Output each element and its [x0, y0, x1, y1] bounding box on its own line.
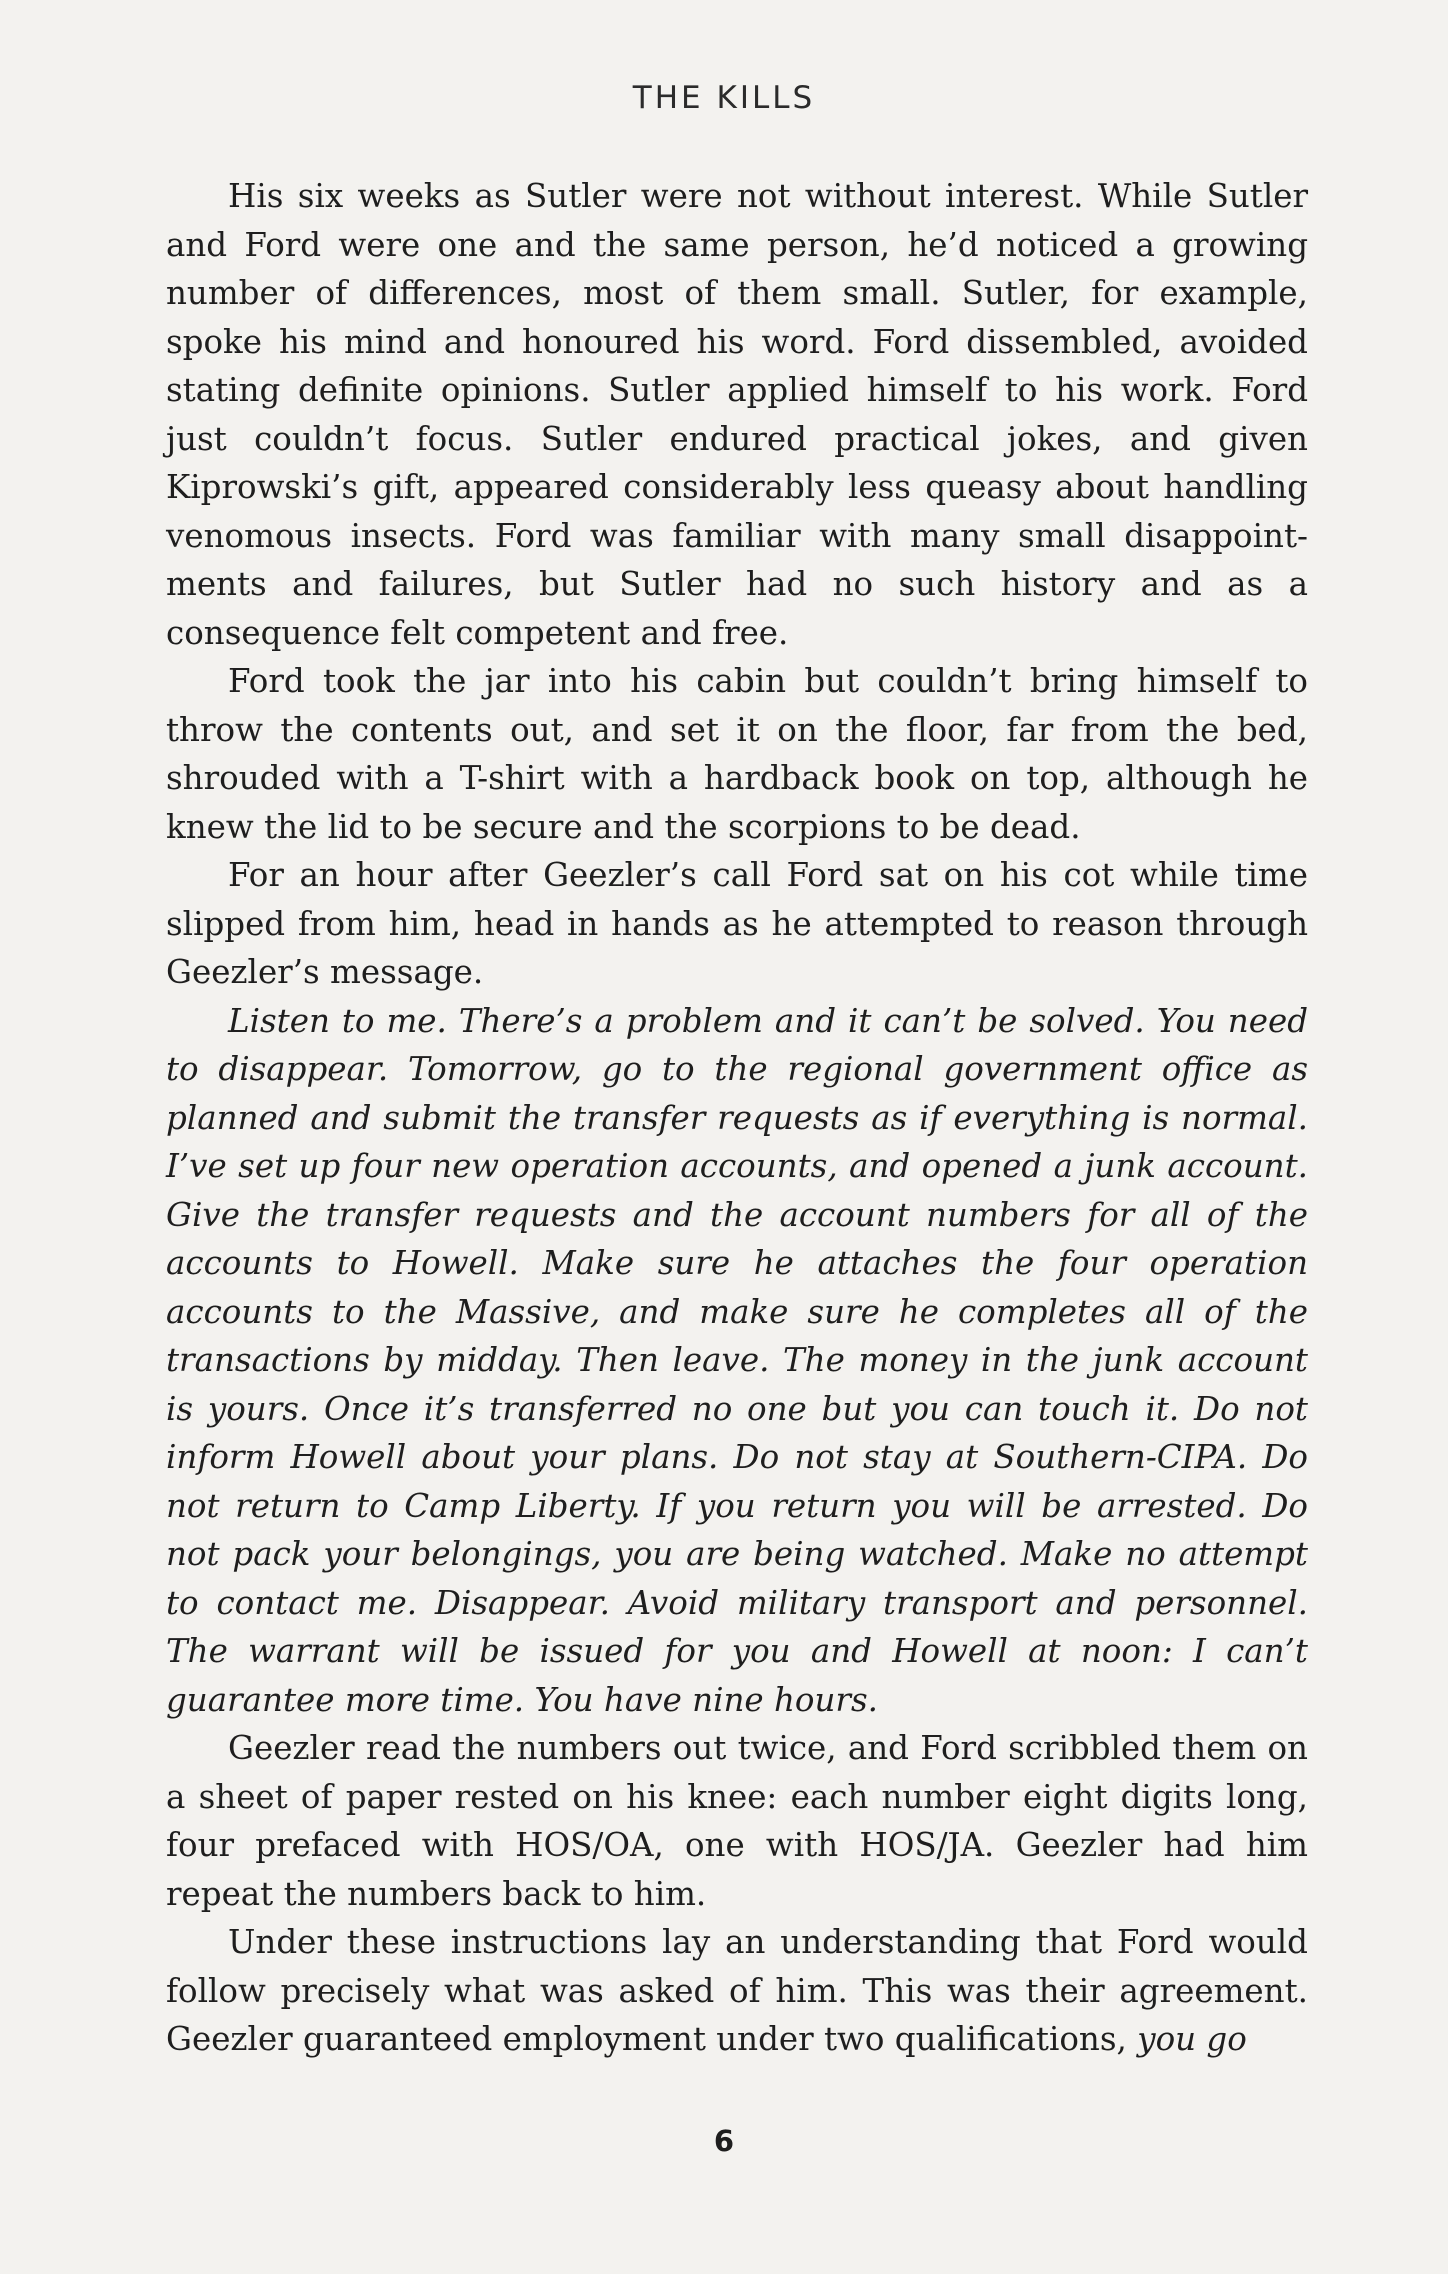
paragraph-4-quoted-message: Listen to me. There’s a problem and it can’t be solved. You need to disappear. Tomorrow, go to the regional government office as planned and submit the transfer requests as if everything is normal. I’ve set up four new operation accounts, and opened a junk account. Give the transfer requests and the account numbers for all of the accounts to Howell. Make sure he attaches the four operation accounts to the Massive, and make sure he completes all of the transactions by midday. Then leave. The money in the junk account is yours. Once it’s transferred no one but you can touch it. Do not inform Howell about your plans. Do not stay at Southern-CIPA. Do not return to Camp Liberty. If you return you will be arrested. Do not pack your belongings, you are being watched. Make no attempt to contact me. Disappear. Avoid military transport and personnel. The warrant will be issued for you and Howell at noon: I can’t guarantee more time. You have nine hours.	[166, 1001, 1308, 1719]
paragraph-1: His six weeks as Sutler were not without interest. While Sutler and Ford were one and the same person, he’d noticed a growing number of differences, most of them small. Sutler, for example, spoke his mind and honoured his word. Ford dissembled, avoided stating definite opinions. Sutler applied himself to his work. Ford just couldn’t focus. Sutler endured practical jokes, and given Kiprowski’s gift, appeared considerably less queasy about handling venomous insects. Ford was familiar with many small disappointments and failures, but Sutler had no such history and as a consequence felt competent and free.	[166, 177, 1308, 652]
paragraph-6-italic-tail: you go	[1137, 2020, 1247, 2058]
running-head: THE KILLS	[632, 80, 816, 116]
paragraph-6	[166, 1918, 1308, 2064]
paragraph-3: For an hour after Geezler’s call Ford sat on his cot while time slipped from him, head in hands as he attempted to reason through Geezler’s message.	[166, 856, 1308, 991]
paragraph-5: Geezler read the numbers out twice, and Ford scribbled them on a sheet of paper rested on his knee: each number eight digits long, four prefaced with HOS/OA, one with HOS/JA. Geezler had him repeat the numbers back to him.	[166, 1729, 1308, 1913]
body-text	[166, 172, 1308, 2064]
paragraph-2: Ford took the jar into his cabin but couldn’t bring himself to throw the contents out, and set it on the floor, far from the bed, shrouded with a T-shirt with a hardback book on top, although he knew the lid to be secure and the scorpions to be dead.	[166, 662, 1308, 846]
page-number: 6	[713, 2124, 735, 2158]
paragraph-6-text: Under these instructions lay an understanding that Ford would follow precisely what was asked of him. This was their agreement. Geezler guaranteed employment under two qualifications,	[166, 1923, 1308, 2058]
